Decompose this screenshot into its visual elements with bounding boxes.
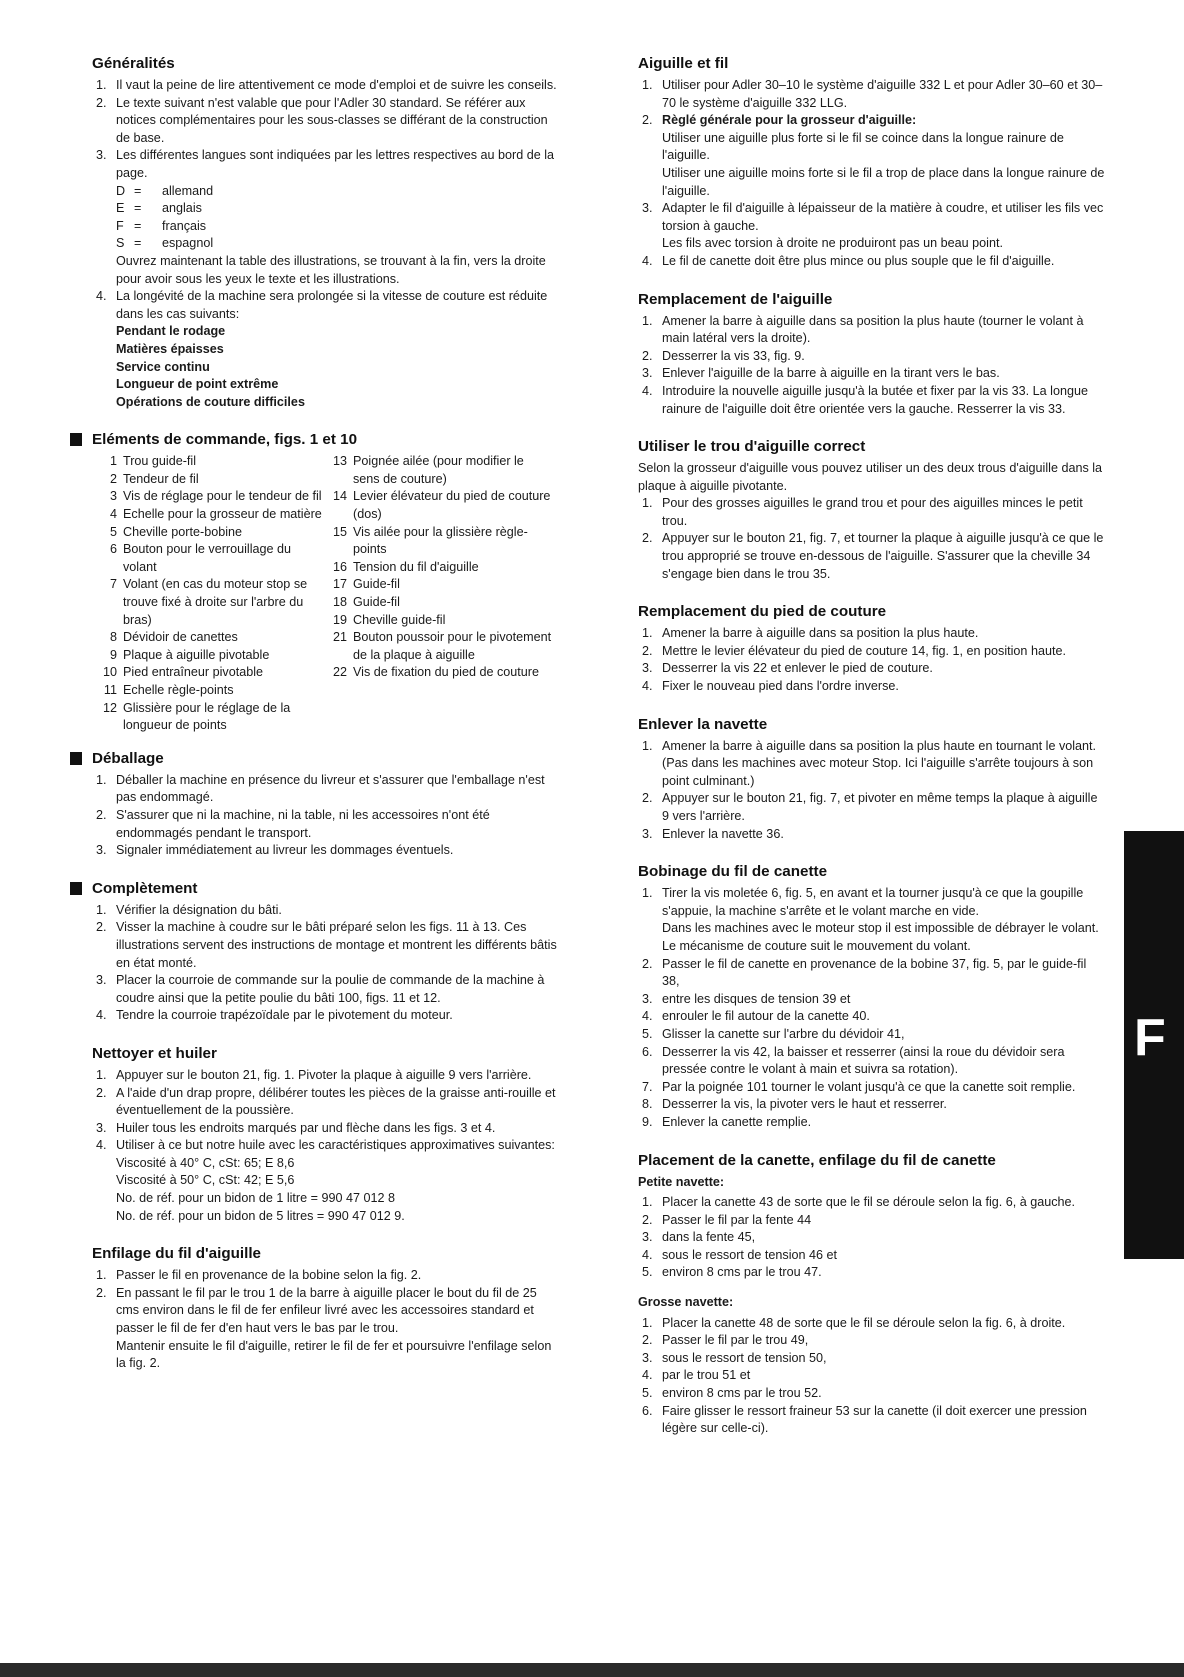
- list-item: 4. Tendre la courroie trapézoïdale par le pivotement du moteur.: [96, 1008, 453, 1023]
- section-deballage: [92, 749, 562, 860]
- language-row: F = français: [116, 218, 207, 233]
- element-row: [92, 576, 322, 629]
- heading-placement-canette: Placement de la canette, enfilage du fil de canette: [638, 1151, 996, 1169]
- element-row: [322, 488, 552, 523]
- deballage-list: [92, 772, 562, 860]
- list-item: 2. Appuyer sur le bouton 21, fig. 7, et tourner la plaque à aiguille jusqu'à ce que le trou approprié se trouve en-dessous de l'aiguille. S'assurer que la cheville 34 s'engage bien dans le trou 35.: [642, 531, 1104, 581]
- element-label: Guide-fil: [353, 595, 400, 610]
- list-item: 4. Le fil de canette doit être plus mince ou plus souple que le fil d'aiguille.: [642, 253, 1055, 268]
- list-item: 6. Desserrer la vis 42, la baisser et resserrer (ainsi la roue du dévidoir sera pressée contre le volant à main et suivra sa rotation).: [642, 1044, 1065, 1077]
- list-item: 3. dans la fente 45,: [642, 1230, 756, 1245]
- list-item: 1. Amener la barre à aiguille dans sa position la plus haute (tourner le volant à main latéral vers la droite).: [642, 313, 1084, 346]
- element-row: [322, 612, 552, 630]
- section-enlever-navette: [638, 715, 1106, 844]
- page-bottom-edge: [0, 1663, 1184, 1677]
- element-row: [92, 453, 322, 471]
- element-row: [92, 664, 322, 682]
- element-label: Glissière pour le réglage de la longueur de points: [123, 700, 291, 733]
- completement-list: [92, 902, 562, 1025]
- list-item: 9. Enlever la canette remplie.: [642, 1114, 812, 1129]
- list-item: 2. S'assurer que ni la machine, ni la table, ni les accessoires n'ont été endommagés pendant le transport.: [96, 807, 490, 840]
- element-row: [92, 541, 322, 576]
- list-item: 1. Vérifier la désignation du bâti.: [96, 902, 282, 917]
- heading-enlever-navette: Enlever la navette: [638, 715, 768, 733]
- heading-pied-couture: Remplacement du pied de couture: [638, 603, 887, 621]
- left-column: [92, 54, 562, 1392]
- list-item: 2. Le texte suivant n'est valable que pour l'Adler 30 standard. Se référer aux notices complémentaires pour les sous-classes se différant de la construction de base.: [96, 95, 548, 145]
- list-item: 4. Introduire la nouvelle aiguille jusqu'à la butée et fixer par la vis 33. La longue rainure de l'aiguille doit être orientée vers la gauche. Resserrer la vis 33.: [642, 383, 1088, 416]
- remplacement-aiguille-list: [638, 313, 1106, 419]
- element-label: Levier élévateur du pied de couture (dos): [353, 489, 551, 522]
- element-row: [322, 453, 552, 488]
- section-remplacement-aiguille: [638, 290, 1106, 419]
- element-number: 12: [102, 700, 117, 715]
- element-row: [322, 629, 552, 664]
- element-label: Pied entraîneur pivotable: [123, 665, 264, 680]
- aiguille-fil-list: [638, 77, 1106, 271]
- list-item: 3. sous le ressort de tension 50,: [642, 1350, 827, 1365]
- enfilage-list: [92, 1267, 562, 1373]
- element-row: [92, 488, 322, 506]
- heading-bobinage: Bobinage du fil de canette: [638, 863, 828, 881]
- heading-enfilage-aiguille: Enfilage du fil d'aiguille: [92, 1245, 261, 1263]
- heading-deballage: Déballage: [92, 749, 562, 769]
- element-row: [322, 594, 552, 612]
- section-aiguille-fil: [638, 54, 1106, 271]
- element-row: [92, 682, 322, 700]
- element-number: 21: [332, 630, 347, 645]
- list-item: 2. Appuyer sur le bouton 21, fig. 7, et pivoter en même temps la plaque à aiguille 9 vers l'arrière.: [642, 791, 1098, 823]
- language-row: D = allemand: [116, 183, 214, 198]
- section-placement-canette: [638, 1151, 1106, 1438]
- elements-col-1: [92, 453, 322, 735]
- element-number: 15: [332, 524, 347, 539]
- element-label: Cheville porte-bobine: [123, 524, 243, 539]
- language-row: E = anglais: [116, 201, 202, 216]
- element-number: 8: [109, 630, 117, 645]
- list-item: 3. Desserrer la vis 22 et enlever le pied de couture.: [642, 661, 933, 676]
- list-item: 2. Passer le fil de canette en provenance de la bobine 37, fig. 5, par le guide-fil 38,: [642, 956, 1087, 989]
- bobinage-list: [638, 885, 1106, 1131]
- list-item: 3. entre les disques de tension 39 et: [642, 991, 851, 1006]
- list-item: 2. Passer le fil par la fente 44: [642, 1212, 812, 1227]
- element-label: Dévidoir de canettes: [123, 630, 238, 645]
- speed-cases: Pendant le rodage Matières épaisses Service continu Longueur de point extrême Opérations de couture difficiles: [116, 324, 305, 409]
- element-number: 13: [332, 454, 347, 469]
- section-nettoyer-huiler: [92, 1044, 562, 1225]
- language-tab-f: F: [1124, 831, 1184, 1259]
- element-number: 19: [332, 612, 347, 627]
- subheading-petite-navette: Petite navette:: [638, 1174, 725, 1189]
- right-column: [638, 54, 1106, 1457]
- element-number: 14: [332, 489, 347, 504]
- list-item: 3. Placer la courroie de commande sur la poulie de commande de la machine à coudre ainsi que la petite poulie du bâti 100, figs. 11 et 12.: [96, 973, 545, 1005]
- element-number: 16: [332, 559, 347, 574]
- element-label: Bouton poussoir pour le pivotement de la plaque à aiguille: [353, 630, 552, 662]
- list-item: 3. Les différentes langues sont indiquées par les lettres respectives au bord de la page. D = allemand E = anglais F = français S = espagnol Ouvrez maintenant la table des illustrations, se trouvant à la fin, vers la droite pour avoir sous les yeux le texte et les illustrations.: [92, 147, 562, 288]
- oil-specs: Viscosité à 40° C, cSt: 65; E 8,6 Viscosité à 50° C, cSt: 42; E 5,6 No. de réf. pour un bidon de 1 litre = 990 47 012 8 No. de réf. pour un bidon de 5 litres = 990 47 012 9.: [116, 1155, 405, 1223]
- element-row: [92, 700, 322, 735]
- list-item: 8. Desserrer la vis, la pivoter vers le haut et resserrer.: [642, 1097, 947, 1112]
- section-trou-aiguille: [638, 437, 1106, 583]
- list-item: 4. enrouler le fil autour de la canette 40.: [642, 1009, 870, 1024]
- element-number: 22: [332, 665, 347, 680]
- list-item: 1. Utiliser pour Adler 30–10 le système d'aiguille 332 L et pour Adler 30–60 et 30–70 le système d'aiguille 332 LLG.: [642, 78, 1103, 110]
- elements-table: [92, 453, 562, 735]
- list-item: 5. environ 8 cms par le trou 52.: [642, 1386, 822, 1401]
- element-row: [322, 524, 552, 559]
- pied-couture-list: [638, 625, 1106, 695]
- element-number: 7: [109, 577, 117, 592]
- language-list: [116, 183, 562, 253]
- list-item: 1. Déballer la machine en présence du livreur et s'assurer que l'emballage n'est pas endommagé.: [96, 772, 545, 805]
- element-label: Tendeur de fil: [123, 471, 199, 486]
- list-item: 1. Appuyer sur le bouton 21, fig. 1. Pivoter la plaque à aiguille 9 vers l'arrière.: [96, 1067, 532, 1082]
- list-item: 1. Amener la barre à aiguille dans sa position la plus haute en tournant le volant. (Pas dans les machines avec moteur Stop. Ici l'aiguille s'arrête toujours à son point culminant.): [642, 738, 1097, 788]
- heading-nettoyer-huiler: Nettoyer et huiler: [92, 1044, 217, 1062]
- section-marker: [70, 433, 82, 446]
- heading-aiguille-fil: Aiguille et fil: [638, 55, 729, 72]
- element-number: 2: [109, 471, 117, 486]
- element-number: 17: [332, 577, 347, 592]
- elements-col-2: [322, 453, 552, 735]
- list-item: 2. En passant le fil par le trou 1 de la barre à aiguille placer le bout du fil de 25 cms environ dans le fil de fer enfileur livré avec les accessoires standard et passer le fil de fer d'en haut vers le bas par le trou. Mantenir ensuite le fil d'aiguille, retirer le fil de fer et poursuivre l'enfilage selon la fig. 2.: [96, 1285, 552, 1371]
- element-number: 18: [332, 595, 347, 610]
- section-completement: [92, 879, 562, 1025]
- element-label: Cheville guide-fil: [353, 612, 446, 627]
- list-item: 1. Passer le fil en provenance de la bobine selon la fig. 2.: [96, 1268, 422, 1283]
- language-row: S = espagnol: [116, 236, 214, 251]
- list-item: 1. Il vaut la peine de lire attentivement ce mode d'emploi et de suivre les conseils.: [96, 78, 557, 92]
- subheading-grosse-navette: Grosse navette:: [638, 1295, 734, 1310]
- list-item: 4. La longévité de la machine sera prolongée si la vitesse de couture est réduite dans les cas suivants: Pendant le rodage Matières épaisses Service continu Longueur de point extrême Opérations de couture difficiles: [92, 288, 562, 411]
- generalites-list: [92, 77, 562, 411]
- navette-list: [638, 738, 1106, 844]
- element-number: 9: [109, 647, 117, 662]
- element-number: 4: [109, 507, 117, 522]
- element-row: [92, 506, 322, 524]
- section-pied-couture: [638, 602, 1106, 695]
- element-number: 1: [109, 454, 117, 469]
- section-bobinage: [638, 862, 1106, 1131]
- list-item: 1. Tirer la vis moletée 6, fig. 5, en avant et la tourner jusqu'à ce que la goupille s'appuie, la machine s'arrête et le volant marche en vide. Dans les machines avec le moteur stop il est impossible de débrayer le volant. Le mécanisme de couture suit le mouvement du volant.: [642, 886, 1099, 953]
- heading-generalites: Généralités: [92, 55, 175, 72]
- element-label: Volant (en cas du moteur stop se trouve fixé à droite sur l'arbre du bras): [123, 577, 308, 627]
- list-item: 1. Amener la barre à aiguille dans sa position la plus haute.: [642, 626, 979, 641]
- list-item: 2. A l'aide d'un drap propre, délibérer toutes les pièces de la graisse anti-rouille et éventuellement de la poussière.: [96, 1085, 556, 1118]
- list-item: 2. Mettre le levier élévateur du pied de couture 14, fig. 1, en position haute.: [642, 643, 1066, 658]
- list-item: 1. Placer la canette 48 de sorte que le fil se déroule selon la fig. 6, à droite.: [642, 1315, 1066, 1330]
- list-item: 3. Adapter le fil d'aiguille à lépaisseur de la matière à coudre, et utiliser les fils vec torsion à gauche. Les fils avec torsion à droite ne produiront pas un beau point.: [642, 201, 1104, 251]
- list-item: 2. Règlé générale pour la grosseur d'aiguille: Utiliser une aiguille plus forte si le fil se coince dans la longue rainure de l'aiguille. Utiliser une aiguille moins forte si le fil a trop de place dans la longue rainure de l'aiguille.: [642, 113, 1105, 198]
- element-label: Trou guide-fil: [123, 454, 197, 469]
- element-label: Vis de réglage pour le tendeur de fil: [123, 489, 322, 504]
- element-row: [92, 629, 322, 647]
- paragraph: Ouvrez maintenant la table des illustrations, se trouvant à la fin, vers la droite pour avoir sous les yeux le texte et les illustrations.: [116, 253, 546, 286]
- heading-trou-aiguille: Utiliser le trou d'aiguille correct: [638, 438, 866, 456]
- petite-navette-list: [638, 1194, 1106, 1282]
- list-item: 2. Desserrer la vis 33, fig. 9.: [642, 348, 805, 363]
- list-item: 2. Passer le fil par le trou 49,: [642, 1333, 809, 1348]
- element-row: [322, 576, 552, 594]
- list-item: 4. par le trou 51 et: [642, 1368, 751, 1383]
- list-item: 2. Visser la machine à coudre sur le bâti préparé selon les figs. 11 à 13. Ces illustrations servent des instructions de montage et montrent les différents bâtis en état monté.: [96, 920, 557, 970]
- list-item: 4. Utiliser à ce but notre huile avec les caractéristiques approximatives suivantes: Viscosité à 40° C, cSt: 65; E 8,6 Viscosité à 50° C, cSt: 42; E 5,6 No. de réf. pour un bidon de 1 litre = 990 47 012 8 No. de réf. pour un bidon de 5 litres = 990 47 012 9.: [92, 1137, 562, 1225]
- section-marker: [70, 752, 82, 765]
- element-label: Tension du fil d'aiguille: [353, 559, 479, 574]
- element-label: Echelle règle-points: [123, 683, 234, 697]
- list-item: 5. environ 8 cms par le trou 47.: [642, 1265, 822, 1280]
- element-label: Plaque à aiguille pivotable: [123, 647, 270, 662]
- list-item: 7. Par la poignée 101 tourner le volant jusqu'à ce que la canette soit remplie.: [642, 1079, 1076, 1094]
- nettoyer-list: [92, 1067, 562, 1225]
- list-item: 4. Fixer le nouveau pied dans l'ordre inverse.: [642, 679, 899, 694]
- element-label: Bouton pour le verrouillage du volant: [123, 542, 292, 574]
- list-item: 3. Enlever la navette 36.: [642, 826, 784, 841]
- element-label: Guide-fil: [353, 577, 400, 592]
- list-item: 5. Glisser la canette sur l'arbre du dévidoir 41,: [642, 1026, 905, 1041]
- list-item: 1. Pour des grosses aiguilles le grand trou et pour des aiguilles minces le petit trou.: [642, 496, 1083, 528]
- section-enfilage-aiguille: [92, 1244, 562, 1373]
- trou-aiguille-list: [638, 495, 1106, 583]
- section-marker: [70, 882, 82, 895]
- section-generalites: [92, 54, 562, 411]
- element-number: 5: [109, 524, 117, 539]
- element-row: [322, 559, 552, 577]
- heading-remplacement-aiguille: Remplacement de l'aiguille: [638, 290, 833, 308]
- element-label: Vis de fixation du pied de couture: [353, 665, 540, 680]
- list-item: 1. Placer la canette 43 de sorte que le fil se déroule selon la fig. 6, à gauche.: [642, 1195, 1076, 1210]
- heading-elements-commande: Eléments de commande, figs. 1 et 10: [92, 430, 562, 450]
- element-row: [92, 471, 322, 489]
- list-item: 4. sous le ressort de tension 46 et: [642, 1247, 838, 1262]
- grosse-navette-list: [638, 1315, 1106, 1438]
- element-number: 11: [103, 683, 117, 697]
- element-row: [322, 664, 552, 682]
- section-elements-commande: [92, 430, 562, 735]
- list-item: 6. Faire glisser le ressort fraineur 53 sur la canette (il doit exercer une pression légère sur celle-ci).: [642, 1403, 1087, 1436]
- element-row: [92, 647, 322, 665]
- element-label: Echelle pour la grosseur de matière: [123, 507, 322, 522]
- list-item: 3. Enlever l'aiguille de la barre à aiguille en la tirant vers le bas.: [642, 366, 1000, 381]
- list-item: 3. Huiler tous les endroits marqués par und flèche dans les figs. 3 et 4.: [96, 1120, 496, 1135]
- element-label: Vis ailée pour la glissière règle-points: [353, 524, 528, 557]
- paragraph: Selon la grosseur d'aiguille vous pouvez utiliser un des deux trous d'aiguille dans la plaque à aiguille pivotante.: [638, 461, 1103, 493]
- element-number: 3: [109, 489, 117, 504]
- element-label: Poignée ailée (pour modifier le sens de couture): [353, 454, 524, 486]
- list-item: 3. Signaler immédiatement au livreur les dommages éventuels.: [96, 843, 454, 858]
- element-number: 6: [109, 542, 117, 557]
- element-row: [92, 524, 322, 542]
- heading-completement: Complètement: [92, 879, 562, 899]
- element-number: 10: [102, 665, 117, 680]
